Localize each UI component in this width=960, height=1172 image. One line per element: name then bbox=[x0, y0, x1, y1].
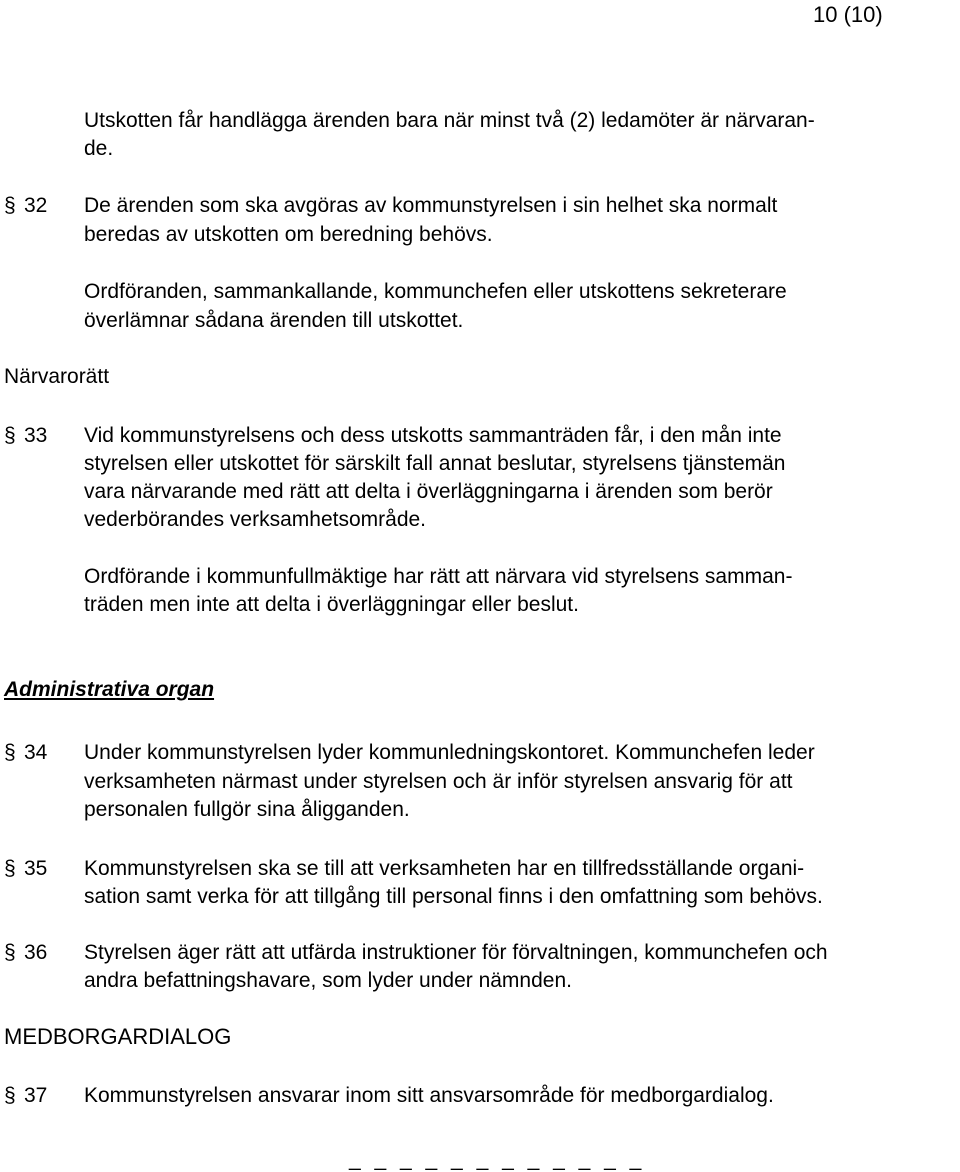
s33-p1-line-4: vederbörandes verksamhetsområde. bbox=[84, 508, 427, 531]
page-number: 10 (10) bbox=[813, 2, 883, 27]
paragraph-symbol: § bbox=[4, 424, 16, 447]
section-number: 33 bbox=[24, 424, 48, 447]
s33-p2-line-1: Ordförande i kommunfullmäktige har rätt att närvara vid styrelsens samman- bbox=[84, 565, 793, 588]
s32-p2-line-1: Ordföranden, sammankallande, kommunchefen eller utskottens sekreterare bbox=[84, 280, 787, 303]
s33-p1-line-1: Vid kommunstyrelsens och dess utskotts sammanträden får, i den mån inte bbox=[84, 424, 782, 447]
s33-p1-line-2: styrelsen eller utskottet för särskilt fall annat beslutar, styrelsens tjänstemän bbox=[84, 452, 786, 475]
section-36-marker bbox=[4, 940, 48, 966]
s34-line-3: personalen fullgör sina åligganden. bbox=[84, 798, 410, 821]
s34-line-1: Under kommunstyrelsen lyder kommunledningskontoret. Kommunchefen leder bbox=[84, 741, 815, 764]
s33-p1-line-3: vara närvarande med rätt att delta i överläggningarna i ärenden som berör bbox=[84, 480, 773, 503]
s32-p2-line-2: överlämnar sådana ärenden till utskottet. bbox=[84, 309, 464, 332]
section-35-marker bbox=[4, 856, 48, 882]
section-34-marker bbox=[4, 740, 48, 766]
s33-p2-line-2: träden men inte att delta i överläggningar eller beslut. bbox=[84, 593, 579, 616]
section-33-marker bbox=[4, 423, 48, 449]
section-number: 36 bbox=[24, 941, 48, 964]
end-of-document-dashes: _ _ _ _ _ _ _ _ _ _ _ _ bbox=[349, 1148, 646, 1171]
intro-line-2: de. bbox=[84, 137, 114, 160]
s32-p1-line-1: De ärenden som ska avgöras av kommunstyrelsen i sin helhet ska normalt bbox=[84, 194, 778, 217]
paragraph-symbol: § bbox=[4, 941, 16, 964]
s36-line-2: andra befattningshavare, som lyder under nämnden. bbox=[84, 969, 572, 992]
s35-line-2: sation samt verka för att tillgång till personal finns i den omfattning som behövs. bbox=[84, 885, 823, 908]
section-number: 35 bbox=[24, 857, 48, 880]
paragraph-symbol: § bbox=[4, 741, 16, 764]
heading-narvarorat: Närvarorätt bbox=[4, 365, 110, 388]
paragraph-symbol: § bbox=[4, 857, 16, 880]
intro-line-1: Utskotten får handlägga ärenden bara när minst två (2) ledamöter är närvaran- bbox=[84, 109, 815, 132]
section-32-marker bbox=[4, 193, 48, 219]
section-37-marker bbox=[4, 1083, 48, 1109]
paragraph-symbol: § bbox=[4, 194, 16, 217]
s37-line-1: Kommunstyrelsen ansvarar inom sitt ansvarsområde för medborgardialog. bbox=[84, 1084, 774, 1107]
heading-medborgardialog: MEDBORGARDIALOG bbox=[4, 1024, 232, 1049]
section-number: 32 bbox=[24, 194, 48, 217]
section-number: 34 bbox=[24, 741, 48, 764]
s35-line-1: Kommunstyrelsen ska se till att verksamheten har en tillfredsställande organi- bbox=[84, 857, 805, 880]
heading-administrativa-organ: Administrativa organ bbox=[4, 678, 215, 701]
section-number: 37 bbox=[24, 1084, 48, 1107]
s36-line-1: Styrelsen äger rätt att utfärda instruktioner för förvaltningen, kommunchefen och bbox=[84, 941, 828, 964]
s34-line-2: verksamheten närmast under styrelsen och är inför styrelsen ansvarig för att bbox=[84, 770, 793, 793]
paragraph-symbol: § bbox=[4, 1084, 16, 1107]
s32-p1-line-2: beredas av utskotten om beredning behövs. bbox=[84, 223, 493, 246]
